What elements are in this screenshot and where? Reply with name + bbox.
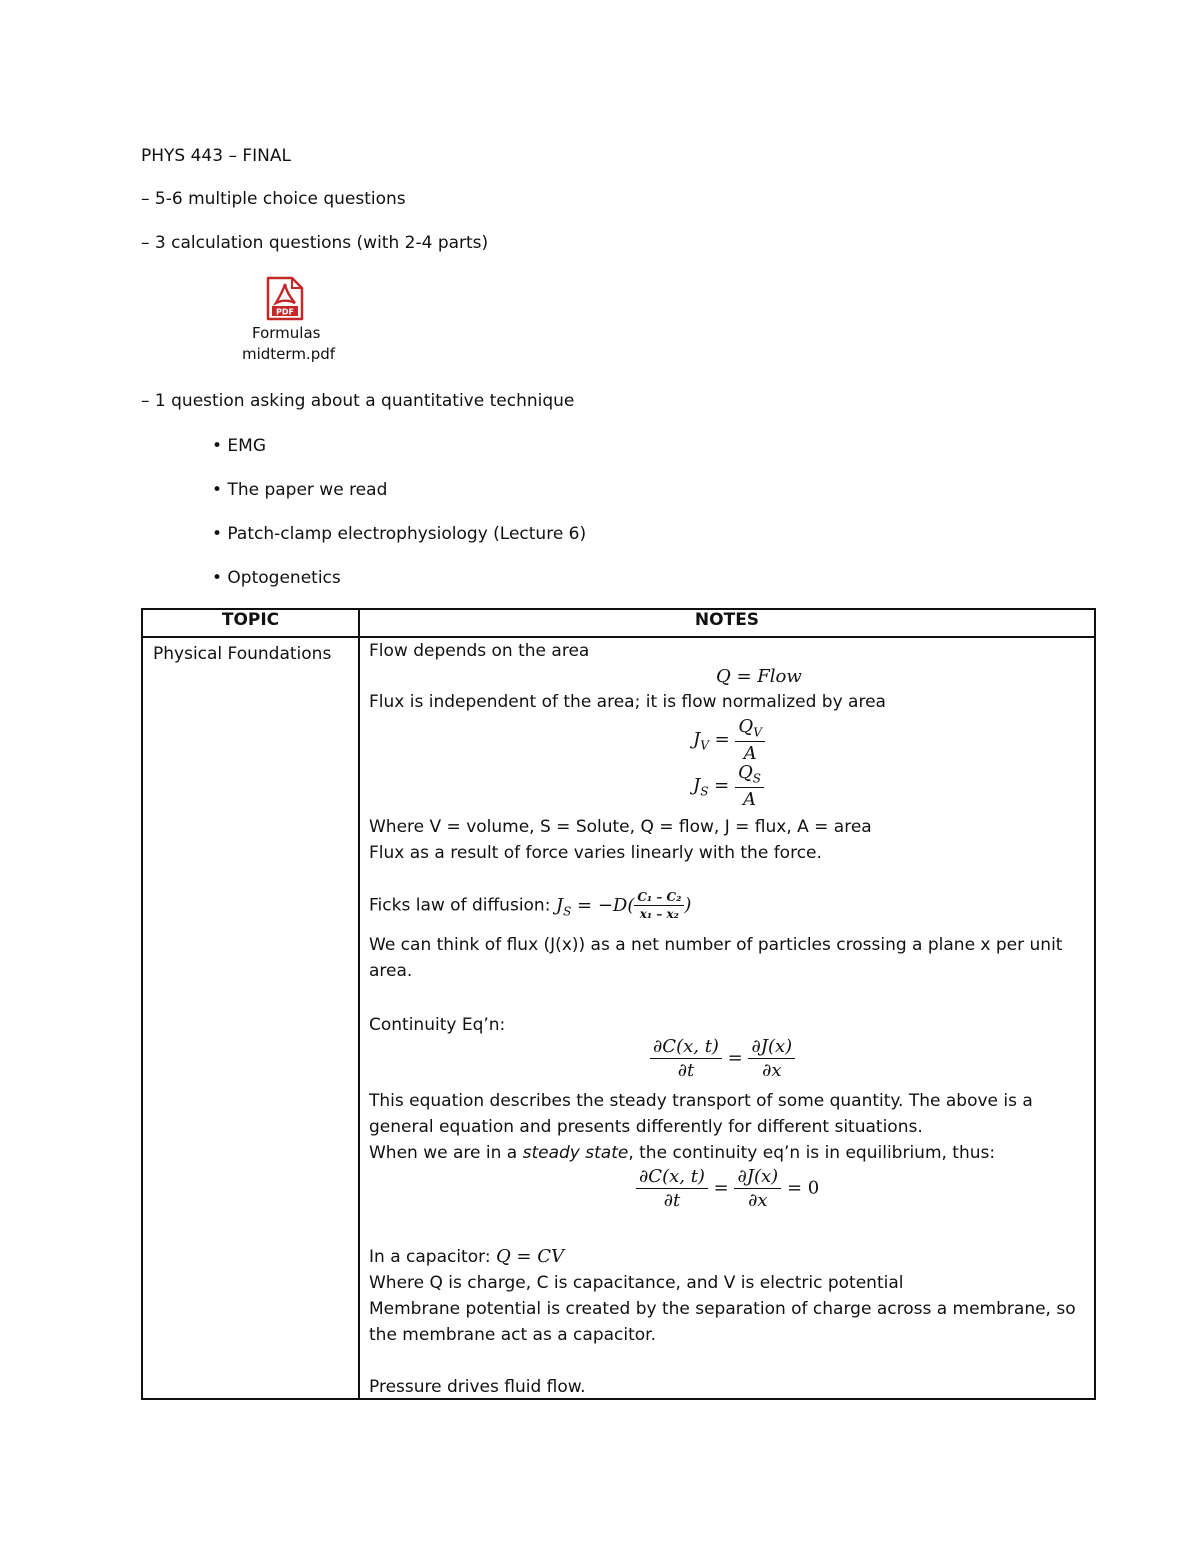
exam-item-technique: – 1 question asking about a quantitative technique bbox=[141, 391, 575, 411]
note-steady-state: When we are in a steady state, the continuity eq’n is in equilibrium, thus: bbox=[369, 1143, 996, 1163]
technique-patch-clamp: • Patch-clamp electrophysiology (Lecture 6) bbox=[212, 524, 587, 544]
attachment-name-line1[interactable]: Formulas bbox=[252, 324, 321, 342]
note-flow-area: Flow depends on the area bbox=[369, 641, 590, 661]
note-flux-particles-2: area. bbox=[369, 961, 413, 981]
note-flux-independent: Flux is independent of the area; it is flow normalized by area bbox=[369, 692, 886, 712]
exam-item-mc: – 5-6 multiple choice questions bbox=[141, 189, 406, 209]
topic-physical-foundations: Physical Foundations bbox=[153, 644, 332, 664]
note-flux-linear: Flux as a result of force varies linearly with the force. bbox=[369, 843, 822, 863]
technique-emg: • EMG bbox=[212, 436, 267, 456]
topic-cell bbox=[142, 637, 359, 1399]
equation-steady-state: $\frac{\partial C(x, t)}{\partial t}$ = $\frac{\partial J(x)}{\partial x}$ = 0 bbox=[636, 1166, 819, 1211]
note-continuity-desc-2: general equation and presents differently for different situations. bbox=[369, 1117, 923, 1137]
note-capacitor: In a capacitor: Q = CV bbox=[369, 1246, 565, 1267]
technique-optogenetics: • Optogenetics bbox=[212, 568, 341, 588]
notes-cell bbox=[359, 637, 1095, 1399]
note-pressure: Pressure drives fluid flow. bbox=[369, 1377, 586, 1397]
note-membrane-2: the membrane act as a capacitor. bbox=[369, 1325, 656, 1345]
topic-header: TOPIC bbox=[142, 609, 359, 637]
note-flux-particles-1: We can think of flux (J(x)) as a net number of particles crossing a plane x per unit bbox=[369, 935, 1063, 955]
note-membrane-1: Membrane potential is created by the separation of charge across a membrane, so bbox=[369, 1299, 1076, 1319]
exam-item-calc: – 3 calculation questions (with 2-4 parts) bbox=[141, 233, 489, 253]
attachment-name-line2[interactable]: midterm.pdf bbox=[242, 345, 336, 363]
note-capacitor-where: Where Q is charge, C is capacitance, and V is electric potential bbox=[369, 1273, 904, 1293]
equation-continuity: $\frac{\partial C(x, t)}{\partial t}$ = $\frac{\partial J(x)}{\partial x}$ bbox=[650, 1036, 795, 1081]
technique-paper: • The paper we read bbox=[212, 480, 388, 500]
equation-flow: Q = Flow bbox=[716, 666, 802, 687]
notes-header: NOTES bbox=[359, 609, 1095, 637]
note-continuity-label: Continuity Eq’n: bbox=[369, 1015, 506, 1035]
page-title: PHYS 443 – FINAL bbox=[141, 146, 291, 166]
equation-js: $J_S$ = $\frac{Q_S}{A}$ bbox=[693, 762, 764, 810]
note-continuity-desc-1: This equation describes the steady transport of some quantity. The above is a bbox=[369, 1091, 1033, 1111]
pdf-icon-label: PDF bbox=[276, 307, 294, 317]
note-ficks-law: Ficks law of diffusion: $J_S = -D$( $\frac{\text{C₁ – C₂}}{\text{x₁ – x₂}}$ ) bbox=[369, 890, 692, 921]
notes-table bbox=[141, 608, 1096, 1400]
note-where-vars: Where V = volume, S = Solute, Q = flow, J = flux, A = area bbox=[369, 817, 872, 837]
equation-jv: $J_V$ = $\frac{Q_V}{A}$ bbox=[693, 716, 765, 764]
pdf-file-icon[interactable] bbox=[264, 276, 306, 327]
